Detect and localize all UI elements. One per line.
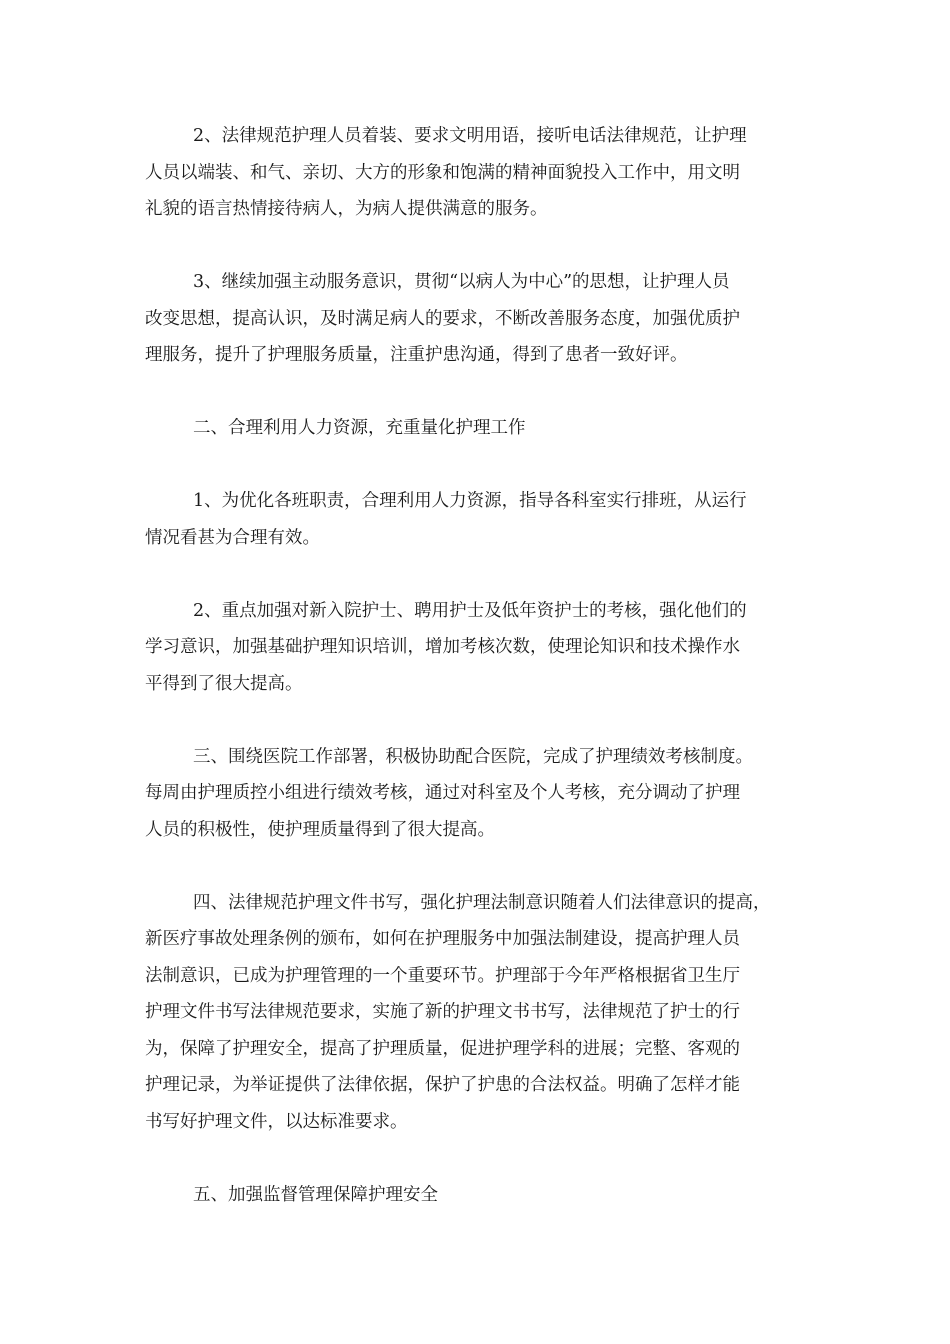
paragraph-line: 学习意识，加强基础护理知识培训，增加考核次数，使理论知识和技术操作水 — [145, 637, 740, 657]
paragraph-service-awareness — [145, 264, 815, 374]
paragraph-line: 理服务，提升了护理服务质量，注重护患沟通，得到了患者一致好评。 — [145, 345, 688, 365]
paragraph-line: 2、法律规范护理人员着装、要求文明用语，接听电话法律规范，让护理 — [193, 126, 747, 146]
section-heading-safety-supervision — [145, 1177, 815, 1214]
paragraph-line: 二、合理利用人力资源，充重量化护理工作 — [193, 418, 526, 438]
paragraph-line: 1、为优化各班职责，合理利用人力资源，指导各科室实行排班，从运行 — [193, 491, 747, 511]
paragraph-line: 为，保障了护理安全，提高了护理质量，促进护理学科的进展；完整、客观的 — [145, 1038, 740, 1059]
paragraph-line: 护理文件书写法律规范要求，实施了新的护理文书书写，法律规范了护士的行 — [145, 1002, 740, 1022]
paragraph-line: 平得到了很大提高。 — [145, 673, 303, 694]
paragraph-line: 2、重点加强对新入院护士、聘用护士及低年资护士的考核，强化他们的 — [193, 600, 747, 621]
paragraph-line: 四、法律规范护理文件书写，强化护理法制意识随着人们法律意识的提高， — [193, 892, 771, 913]
paragraph-line: 护理记录，为举证提供了法律依据，保护了护患的合法权益。明确了怎样才能 — [145, 1075, 740, 1095]
paragraph-line: 人员的积极性，使护理质量得到了很大提高。 — [145, 819, 495, 840]
paragraph-line: 三、围绕医院工作部署，积极协助配合医院，完成了护理绩效考核制度。 — [193, 746, 753, 767]
paragraph-line: 礼貌的语言热情接待病人，为病人提供满意的服务。 — [145, 199, 548, 219]
paragraph-dress-code — [145, 118, 815, 228]
paragraph-line: 五、加强监督管理保障护理安全 — [193, 1184, 438, 1205]
paragraph-line: 人员以端装、和气、亲切、大方的形象和饱满的精神面貌投入工作中，用文明 — [145, 162, 740, 183]
paragraph-line: 每周由护理质控小组进行绩效考核，通过对科室及个人考核，充分调动了护理 — [145, 783, 740, 803]
paragraph-line: 书写好护理文件，以达标准要求。 — [145, 1111, 408, 1132]
paragraph-line: 新医疗事故处理条例的颁布，如何在护理服务中加强法制建设，提高护理人员 — [145, 929, 740, 949]
section-heading-human-resources — [145, 410, 815, 447]
document-body — [145, 118, 815, 1250]
paragraph-line: 3、继续加强主动服务意识，贯彻“以病人为中心”的思想，让护理人员 — [193, 272, 730, 292]
paragraph-line: 法制意识，已成为护理管理的一个重要环节。护理部于今年严格根据省卫生厅 — [145, 965, 740, 986]
paragraph-line: 情况看甚为合理有效。 — [145, 527, 320, 548]
section-performance-assessment — [145, 739, 815, 849]
paragraph-nurse-assessment — [145, 593, 815, 703]
paragraph-line: 改变思想，提高认识，及时满足病人的要求，不断改善服务态度，加强优质护 — [145, 308, 740, 329]
section-nursing-documentation — [145, 885, 815, 1141]
paragraph-shift-scheduling — [145, 483, 815, 556]
